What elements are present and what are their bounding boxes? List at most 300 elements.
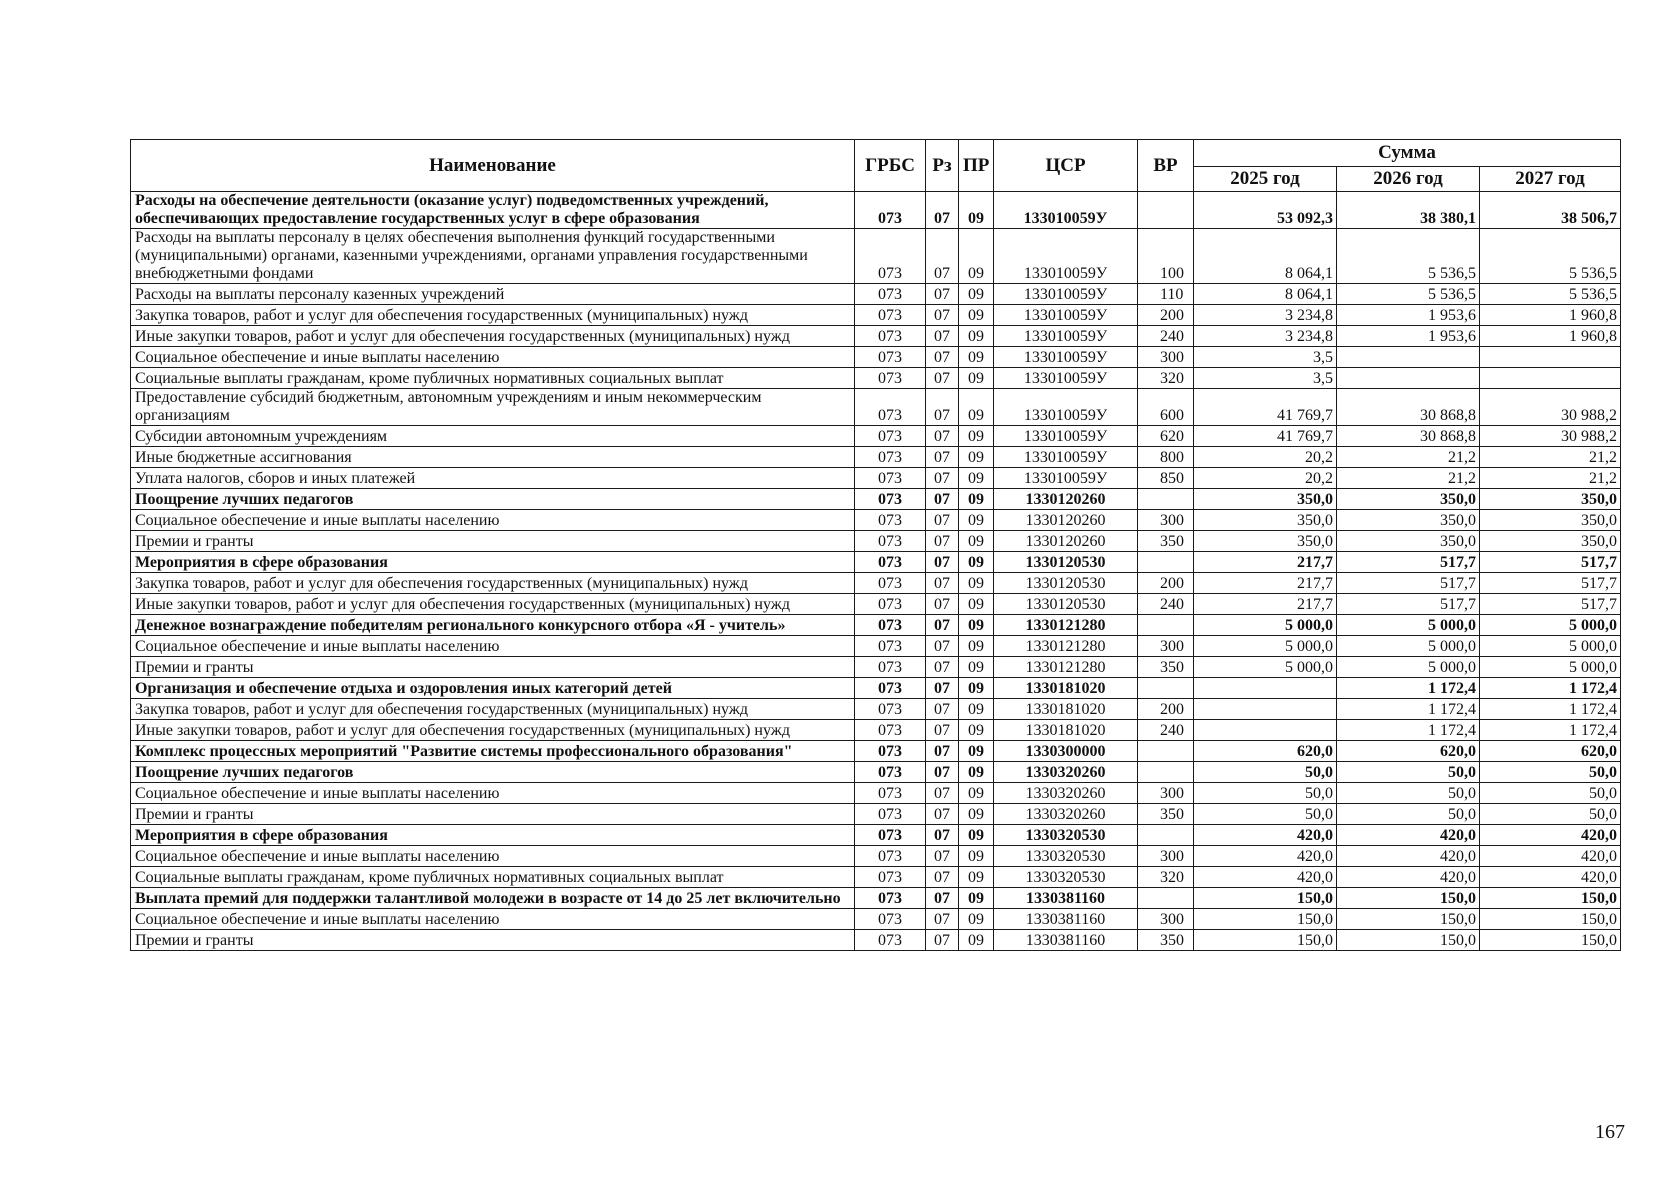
row-grbs: 073 <box>855 762 926 783</box>
row-sum-2026: 1 953,6 <box>1337 305 1480 326</box>
row-sum-2026: 50,0 <box>1337 762 1480 783</box>
row-pr: 09 <box>959 426 994 447</box>
row-sum-2026: 420,0 <box>1337 825 1480 846</box>
row-vr: 350 <box>1138 930 1194 951</box>
row-sum-2026: 517,7 <box>1337 552 1480 573</box>
row-pr: 09 <box>959 573 994 594</box>
row-pr: 09 <box>959 867 994 888</box>
header-rz: Рз <box>926 140 959 192</box>
row-pr: 09 <box>959 678 994 699</box>
row-csr: 133010059У <box>994 468 1138 489</box>
row-pr: 09 <box>959 888 994 909</box>
table-row <box>131 930 1621 951</box>
row-sum-2025: 350,0 <box>1194 510 1337 531</box>
table-row <box>131 510 1621 531</box>
row-sum-2025: 3 234,8 <box>1194 326 1337 347</box>
row-sum-2025: 420,0 <box>1194 825 1337 846</box>
row-sum-2026: 30 868,8 <box>1337 389 1480 426</box>
row-sum-2027: 50,0 <box>1480 762 1621 783</box>
table-row <box>131 804 1621 825</box>
row-grbs: 073 <box>855 489 926 510</box>
table-row <box>131 347 1621 368</box>
row-grbs: 073 <box>855 389 926 426</box>
row-rz: 07 <box>926 699 959 720</box>
row-vr <box>1138 192 1194 229</box>
row-vr: 110 <box>1138 284 1194 305</box>
row-sum-2027: 30 988,2 <box>1480 389 1621 426</box>
row-sum-2025: 53 092,3 <box>1194 192 1337 229</box>
row-grbs: 073 <box>855 888 926 909</box>
row-sum-2027 <box>1480 368 1621 389</box>
row-sum-2027: 150,0 <box>1480 909 1621 930</box>
row-vr: 350 <box>1138 531 1194 552</box>
row-grbs: 073 <box>855 909 926 930</box>
row-vr: 200 <box>1138 305 1194 326</box>
row-vr <box>1138 552 1194 573</box>
header-csr: ЦСР <box>994 140 1138 192</box>
row-name: Расходы на выплаты персоналу в целях обеспечения выполнения функций государственными (муниципальными) органами, казенными учреждениями, органами управления государственными внебюджетными фондами <box>131 229 855 284</box>
row-sum-2026: 21,2 <box>1337 468 1480 489</box>
row-csr: 1330181020 <box>994 720 1138 741</box>
row-vr: 200 <box>1138 573 1194 594</box>
row-csr: 1330320260 <box>994 783 1138 804</box>
row-pr: 09 <box>959 699 994 720</box>
row-rz: 07 <box>926 368 959 389</box>
row-sum-2027: 1 172,4 <box>1480 678 1621 699</box>
row-csr: 1330320530 <box>994 846 1138 867</box>
row-name: Поощрение лучших педагогов <box>131 762 855 783</box>
row-csr: 133010059У <box>994 389 1138 426</box>
row-csr: 1330300000 <box>994 741 1138 762</box>
table-row <box>131 326 1621 347</box>
row-sum-2026: 50,0 <box>1337 804 1480 825</box>
row-pr: 09 <box>959 657 994 678</box>
budget-table <box>130 139 1621 951</box>
row-vr: 320 <box>1138 867 1194 888</box>
row-pr: 09 <box>959 762 994 783</box>
header-2026: 2026 год <box>1337 167 1480 192</box>
row-name: Комплекс процессных мероприятий "Развитие системы профессионального образования" <box>131 741 855 762</box>
row-name: Премии и гранты <box>131 657 855 678</box>
table-row <box>131 229 1621 284</box>
row-pr: 09 <box>959 783 994 804</box>
row-sum-2027: 21,2 <box>1480 468 1621 489</box>
row-sum-2027: 50,0 <box>1480 804 1621 825</box>
row-rz: 07 <box>926 326 959 347</box>
row-pr: 09 <box>959 468 994 489</box>
row-rz: 07 <box>926 678 959 699</box>
row-sum-2026: 150,0 <box>1337 888 1480 909</box>
row-vr: 850 <box>1138 468 1194 489</box>
row-sum-2025: 8 064,1 <box>1194 284 1337 305</box>
table-row <box>131 468 1621 489</box>
row-name: Закупка товаров, работ и услуг для обеспечения государственных (муниципальных) нужд <box>131 305 855 326</box>
row-pr: 09 <box>959 636 994 657</box>
row-rz: 07 <box>926 741 959 762</box>
row-sum-2025: 150,0 <box>1194 930 1337 951</box>
row-name: Социальное обеспечение и иные выплаты населению <box>131 510 855 531</box>
table-row <box>131 741 1621 762</box>
row-name: Закупка товаров, работ и услуг для обеспечения государственных (муниципальных) нужд <box>131 573 855 594</box>
row-name: Иные бюджетные ассигнования <box>131 447 855 468</box>
row-vr: 300 <box>1138 510 1194 531</box>
table-row <box>131 426 1621 447</box>
row-sum-2025: 41 769,7 <box>1194 426 1337 447</box>
row-vr: 300 <box>1138 347 1194 368</box>
row-name: Иные закупки товаров, работ и услуг для обеспечения государственных (муниципальных) нужд <box>131 594 855 615</box>
row-csr: 133010059У <box>994 447 1138 468</box>
table-row <box>131 678 1621 699</box>
row-grbs: 073 <box>855 657 926 678</box>
row-pr: 09 <box>959 825 994 846</box>
row-grbs: 073 <box>855 468 926 489</box>
row-vr: 600 <box>1138 389 1194 426</box>
row-sum-2026: 350,0 <box>1337 531 1480 552</box>
row-rz: 07 <box>926 305 959 326</box>
row-sum-2025: 217,7 <box>1194 573 1337 594</box>
row-grbs: 073 <box>855 573 926 594</box>
row-vr: 240 <box>1138 594 1194 615</box>
row-csr: 133010059У <box>994 426 1138 447</box>
row-name: Субсидии автономным учреждениям <box>131 426 855 447</box>
row-sum-2026: 420,0 <box>1337 867 1480 888</box>
row-name: Поощрение лучших педагогов <box>131 489 855 510</box>
row-sum-2027: 420,0 <box>1480 846 1621 867</box>
header-sum: Сумма <box>1194 140 1621 167</box>
table-row <box>131 657 1621 678</box>
row-pr: 09 <box>959 804 994 825</box>
row-name: Социальное обеспечение и иные выплаты населению <box>131 846 855 867</box>
row-rz: 07 <box>926 284 959 305</box>
row-rz: 07 <box>926 846 959 867</box>
row-sum-2026: 30 868,8 <box>1337 426 1480 447</box>
row-sum-2027: 1 960,8 <box>1480 326 1621 347</box>
row-rz: 07 <box>926 192 959 229</box>
row-sum-2026: 50,0 <box>1337 783 1480 804</box>
row-grbs: 073 <box>855 447 926 468</box>
row-vr <box>1138 762 1194 783</box>
row-sum-2025: 620,0 <box>1194 741 1337 762</box>
row-grbs: 073 <box>855 783 926 804</box>
row-sum-2027 <box>1480 347 1621 368</box>
row-vr <box>1138 678 1194 699</box>
row-name: Расходы на обеспечение деятельности (оказание услуг) подведомственных учреждений, обеспечивающих предоставление государственных услуг в сфере образования <box>131 192 855 229</box>
row-sum-2026: 150,0 <box>1337 909 1480 930</box>
table-row <box>131 888 1621 909</box>
row-rz: 07 <box>926 552 959 573</box>
row-sum-2025: 20,2 <box>1194 468 1337 489</box>
row-vr: 100 <box>1138 229 1194 284</box>
row-csr: 1330181020 <box>994 678 1138 699</box>
row-pr: 09 <box>959 909 994 930</box>
header-vr: ВР <box>1138 140 1194 192</box>
row-sum-2026: 38 380,1 <box>1337 192 1480 229</box>
row-grbs: 073 <box>855 284 926 305</box>
row-sum-2026: 420,0 <box>1337 846 1480 867</box>
row-rz: 07 <box>926 347 959 368</box>
page-number: 167 <box>1595 1121 1625 1143</box>
table-row <box>131 305 1621 326</box>
row-sum-2026: 5 000,0 <box>1337 657 1480 678</box>
row-sum-2025: 5 000,0 <box>1194 615 1337 636</box>
row-sum-2027: 150,0 <box>1480 888 1621 909</box>
row-name: Выплата премий для поддержки талантливой молодежи в возрасте от 14 до 25 лет включительно <box>131 888 855 909</box>
row-sum-2025: 50,0 <box>1194 783 1337 804</box>
row-sum-2025: 420,0 <box>1194 867 1337 888</box>
table-row <box>131 699 1621 720</box>
row-grbs: 073 <box>855 229 926 284</box>
row-pr: 09 <box>959 594 994 615</box>
table-row <box>131 783 1621 804</box>
row-csr: 1330121280 <box>994 657 1138 678</box>
row-rz: 07 <box>926 720 959 741</box>
row-sum-2027: 150,0 <box>1480 930 1621 951</box>
table-row <box>131 594 1621 615</box>
table-row <box>131 615 1621 636</box>
table-row <box>131 489 1621 510</box>
row-sum-2027: 517,7 <box>1480 552 1621 573</box>
row-rz: 07 <box>926 657 959 678</box>
row-grbs: 073 <box>855 636 926 657</box>
row-sum-2025: 150,0 <box>1194 888 1337 909</box>
table-row <box>131 720 1621 741</box>
row-sum-2027: 620,0 <box>1480 741 1621 762</box>
row-sum-2027: 1 172,4 <box>1480 720 1621 741</box>
row-name: Социальное обеспечение и иные выплаты населению <box>131 347 855 368</box>
row-pr: 09 <box>959 846 994 867</box>
row-sum-2027: 5 000,0 <box>1480 636 1621 657</box>
row-rz: 07 <box>926 468 959 489</box>
row-vr: 300 <box>1138 909 1194 930</box>
row-grbs: 073 <box>855 825 926 846</box>
row-rz: 07 <box>926 573 959 594</box>
table-row <box>131 389 1621 426</box>
row-sum-2026: 5 536,5 <box>1337 284 1480 305</box>
row-grbs: 073 <box>855 615 926 636</box>
table-row <box>131 762 1621 783</box>
row-grbs: 073 <box>855 552 926 573</box>
header-grbs: ГРБС <box>855 140 926 192</box>
row-sum-2025: 41 769,7 <box>1194 389 1337 426</box>
row-sum-2027: 5 000,0 <box>1480 615 1621 636</box>
row-grbs: 073 <box>855 192 926 229</box>
row-sum-2025: 3,5 <box>1194 368 1337 389</box>
row-vr <box>1138 489 1194 510</box>
row-sum-2027: 5 536,5 <box>1480 284 1621 305</box>
row-csr: 133010059У <box>994 326 1138 347</box>
row-sum-2025: 150,0 <box>1194 909 1337 930</box>
row-csr: 133010059У <box>994 284 1138 305</box>
row-name: Премии и гранты <box>131 930 855 951</box>
row-sum-2027: 420,0 <box>1480 825 1621 846</box>
row-sum-2025: 420,0 <box>1194 846 1337 867</box>
row-csr: 1330320260 <box>994 762 1138 783</box>
row-name: Иные закупки товаров, работ и услуг для обеспечения государственных (муниципальных) нужд <box>131 720 855 741</box>
row-name: Социальное обеспечение и иные выплаты населению <box>131 783 855 804</box>
row-sum-2027: 50,0 <box>1480 783 1621 804</box>
row-rz: 07 <box>926 531 959 552</box>
row-grbs: 073 <box>855 699 926 720</box>
row-sum-2027: 21,2 <box>1480 447 1621 468</box>
row-sum-2027: 5 536,5 <box>1480 229 1621 284</box>
row-name: Расходы на выплаты персоналу казенных учреждений <box>131 284 855 305</box>
row-grbs: 073 <box>855 930 926 951</box>
row-grbs: 073 <box>855 594 926 615</box>
table-row <box>131 825 1621 846</box>
row-grbs: 073 <box>855 531 926 552</box>
row-pr: 09 <box>959 720 994 741</box>
row-grbs: 073 <box>855 867 926 888</box>
row-rz: 07 <box>926 489 959 510</box>
row-grbs: 073 <box>855 305 926 326</box>
row-name: Закупка товаров, работ и услуг для обеспечения государственных (муниципальных) нужд <box>131 699 855 720</box>
row-sum-2027: 38 506,7 <box>1480 192 1621 229</box>
table-header <box>131 140 1621 192</box>
row-csr: 1330120530 <box>994 573 1138 594</box>
row-rz: 07 <box>926 447 959 468</box>
row-sum-2025: 217,7 <box>1194 552 1337 573</box>
row-vr <box>1138 741 1194 762</box>
row-rz: 07 <box>926 888 959 909</box>
row-rz: 07 <box>926 783 959 804</box>
header-2027: 2027 год <box>1480 167 1621 192</box>
row-sum-2025: 50,0 <box>1194 804 1337 825</box>
row-sum-2027: 350,0 <box>1480 531 1621 552</box>
row-grbs: 073 <box>855 678 926 699</box>
row-pr: 09 <box>959 615 994 636</box>
row-pr: 09 <box>959 741 994 762</box>
row-name: Денежное вознаграждение победителям регионального конкурсного отбора «Я - учитель» <box>131 615 855 636</box>
row-vr: 800 <box>1138 447 1194 468</box>
row-rz: 07 <box>926 426 959 447</box>
row-sum-2027: 350,0 <box>1480 489 1621 510</box>
row-sum-2025 <box>1194 699 1337 720</box>
row-csr: 1330120260 <box>994 531 1138 552</box>
table-row <box>131 192 1621 229</box>
row-rz: 07 <box>926 594 959 615</box>
row-sum-2027: 420,0 <box>1480 867 1621 888</box>
row-sum-2027: 517,7 <box>1480 573 1621 594</box>
row-pr: 09 <box>959 326 994 347</box>
row-sum-2026: 1 172,4 <box>1337 699 1480 720</box>
header-name: Наименование <box>131 140 855 192</box>
row-name: Мероприятия в сфере образования <box>131 825 855 846</box>
row-vr: 350 <box>1138 804 1194 825</box>
row-rz: 07 <box>926 510 959 531</box>
row-sum-2026: 5 536,5 <box>1337 229 1480 284</box>
row-pr: 09 <box>959 192 994 229</box>
row-sum-2027: 350,0 <box>1480 510 1621 531</box>
row-rz: 07 <box>926 867 959 888</box>
table-row <box>131 636 1621 657</box>
row-csr: 133010059У <box>994 229 1138 284</box>
row-csr: 1330381160 <box>994 930 1138 951</box>
row-grbs: 073 <box>855 510 926 531</box>
row-pr: 09 <box>959 510 994 531</box>
row-sum-2025: 350,0 <box>1194 531 1337 552</box>
row-pr: 09 <box>959 305 994 326</box>
row-grbs: 073 <box>855 804 926 825</box>
table-row <box>131 846 1621 867</box>
row-sum-2027: 30 988,2 <box>1480 426 1621 447</box>
row-csr: 1330381160 <box>994 888 1138 909</box>
row-pr: 09 <box>959 531 994 552</box>
row-rz: 07 <box>926 804 959 825</box>
row-name: Организация и обеспечение отдыха и оздоровления иных категорий детей <box>131 678 855 699</box>
row-sum-2025: 5 000,0 <box>1194 657 1337 678</box>
row-sum-2026: 150,0 <box>1337 930 1480 951</box>
row-rz: 07 <box>926 930 959 951</box>
table-row <box>131 284 1621 305</box>
row-vr: 300 <box>1138 636 1194 657</box>
row-sum-2025: 3 234,8 <box>1194 305 1337 326</box>
row-sum-2026: 1 953,6 <box>1337 326 1480 347</box>
row-vr <box>1138 615 1194 636</box>
row-name: Социальные выплаты гражданам, кроме публичных нормативных социальных выплат <box>131 368 855 389</box>
row-sum-2026: 517,7 <box>1337 573 1480 594</box>
row-sum-2026: 5 000,0 <box>1337 615 1480 636</box>
row-sum-2025: 50,0 <box>1194 762 1337 783</box>
row-sum-2025: 217,7 <box>1194 594 1337 615</box>
row-csr: 1330320530 <box>994 825 1138 846</box>
row-pr: 09 <box>959 447 994 468</box>
row-vr: 300 <box>1138 846 1194 867</box>
row-grbs: 073 <box>855 846 926 867</box>
row-csr: 1330120530 <box>994 594 1138 615</box>
row-csr: 1330120260 <box>994 510 1138 531</box>
table-row <box>131 909 1621 930</box>
row-sum-2027: 1 172,4 <box>1480 699 1621 720</box>
header-2025: 2025 год <box>1194 167 1337 192</box>
row-sum-2026: 350,0 <box>1337 489 1480 510</box>
row-vr: 240 <box>1138 720 1194 741</box>
table-row <box>131 552 1621 573</box>
row-pr: 09 <box>959 389 994 426</box>
row-name: Социальные выплаты гражданам, кроме публичных нормативных социальных выплат <box>131 867 855 888</box>
row-rz: 07 <box>926 909 959 930</box>
row-csr: 1330120530 <box>994 552 1138 573</box>
table-row <box>131 447 1621 468</box>
row-sum-2026: 350,0 <box>1337 510 1480 531</box>
row-grbs: 073 <box>855 326 926 347</box>
row-sum-2026: 1 172,4 <box>1337 678 1480 699</box>
row-rz: 07 <box>926 762 959 783</box>
row-grbs: 073 <box>855 426 926 447</box>
row-vr: 620 <box>1138 426 1194 447</box>
row-vr: 200 <box>1138 699 1194 720</box>
table-row <box>131 573 1621 594</box>
row-grbs: 073 <box>855 720 926 741</box>
row-sum-2025: 8 064,1 <box>1194 229 1337 284</box>
row-sum-2025 <box>1194 678 1337 699</box>
row-vr: 350 <box>1138 657 1194 678</box>
row-name: Премии и гранты <box>131 804 855 825</box>
row-sum-2025 <box>1194 720 1337 741</box>
row-rz: 07 <box>926 389 959 426</box>
row-sum-2026: 517,7 <box>1337 594 1480 615</box>
table-row <box>131 867 1621 888</box>
row-csr: 1330121280 <box>994 615 1138 636</box>
row-grbs: 073 <box>855 741 926 762</box>
row-sum-2027: 1 960,8 <box>1480 305 1621 326</box>
table-body <box>131 192 1621 951</box>
row-rz: 07 <box>926 636 959 657</box>
row-grbs: 073 <box>855 347 926 368</box>
row-csr: 133010059У <box>994 347 1138 368</box>
row-sum-2027: 5 000,0 <box>1480 657 1621 678</box>
row-sum-2025: 350,0 <box>1194 489 1337 510</box>
row-sum-2026 <box>1337 368 1480 389</box>
